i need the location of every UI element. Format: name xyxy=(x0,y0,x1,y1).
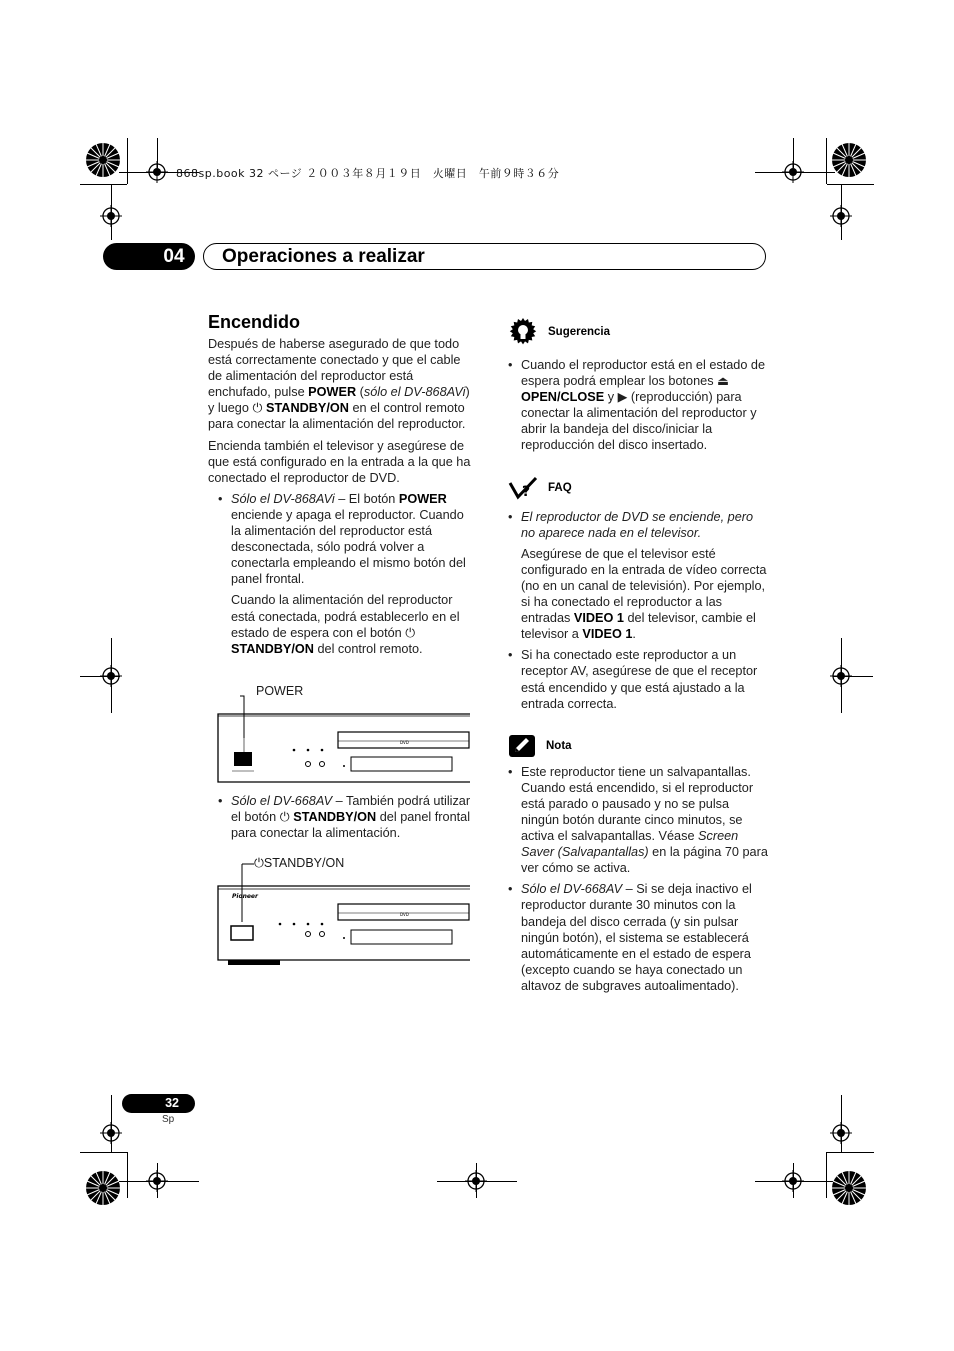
list-item: • Sólo el DV-668AV – También podrá utilizar el botón ⏻ STANDBY/ON del panel frontal para conectar la alimentación. xyxy=(208,793,476,841)
registration-mark-icon xyxy=(146,1170,168,1192)
registration-mark-icon xyxy=(100,205,122,227)
list-item: • Si ha conectado este reproductor a un receptor AV, asegúrese de que el receptor está encendido y que está ajustado a la entrada correcta. xyxy=(508,647,768,711)
chapter-title: Operaciones a realizar xyxy=(222,246,425,267)
registration-mark-icon xyxy=(830,1122,852,1144)
brand-logo-text: Pioneer xyxy=(232,893,258,900)
svg-text:?: ? xyxy=(522,483,531,500)
starburst-mark-icon xyxy=(829,140,869,180)
lightbulb-icon xyxy=(508,317,538,347)
registration-mark-icon xyxy=(100,665,122,687)
registration-mark-icon xyxy=(782,161,804,183)
registration-mark-icon xyxy=(830,665,852,687)
list-item: • Sólo el DV-868AVi – El botón POWER enciende y apaga el reproductor. Cuando la alimentación del reproductor está desconectada, sólo podrá volver a conectarla empleando el mismo botón del panel frontal. xyxy=(208,491,476,588)
tip-heading: Sugerencia xyxy=(508,317,768,347)
faq-question: • El reproductor de DVD se enciende, pero no aparece nada en el televisor. xyxy=(508,509,768,541)
power-symbol-icon: ⏻ xyxy=(254,856,264,870)
page-number: 32 xyxy=(122,1094,195,1113)
starburst-mark-icon xyxy=(83,140,123,180)
language-code: Sp xyxy=(162,1114,175,1125)
note-heading: Nota xyxy=(508,731,768,761)
starburst-mark-icon xyxy=(829,1168,869,1208)
registration-mark-icon xyxy=(146,161,168,183)
dvd-logo-text: DVD xyxy=(400,740,409,745)
pencil-note-icon xyxy=(508,734,536,758)
power-symbol-icon: ⏻ xyxy=(252,401,263,416)
figure-label-standby: ⏻STANDBY/ON xyxy=(254,856,345,870)
registration-mark-icon xyxy=(465,1170,487,1192)
faq-answer: Asegúrese de que el televisor esté configurado en la entrada de vídeo correcta (no en un canal de televisión). Por ejemplo, si ha conectado el reproductor a las entradas VIDEO 1 del televisor, cambie el televisor a VIDEO 1. xyxy=(521,546,767,642)
section-title: Encendido xyxy=(208,312,301,332)
chapter-number-badge: 04 xyxy=(103,243,195,270)
question-check-icon xyxy=(508,475,538,501)
list-item: • Sólo el DV-668AV – Si se deja inactivo el reproductor durante 30 minutos con la bandeja del disco cerrada (y sin pulsar ningún botón), el sistema se establecerá automáticamente en el estado de espera (excepto cuando se haya conectado un altavoz de subgraves autoalimentado). xyxy=(508,881,768,994)
power-symbol-icon: ⏻ xyxy=(279,810,290,825)
left-column xyxy=(208,311,476,662)
list-item: • Este reproductor tiene un salvapantallas. Cuando está encendido, si el reproductor está parado o pausado y no se pulsa ningún botón durante cinco minutos, se activa el salvapantallas. Véase Screen Saver (Salvapantallas) en la página 70 para ver cómo se activa. xyxy=(508,764,768,877)
registration-mark-icon xyxy=(100,1122,122,1144)
tv-paragraph: Encienda también el televisor y asegúrese de que está configurado en la entrada a la que ha conectado el reproductor de DVD. xyxy=(208,438,471,485)
play-icon: ▶ xyxy=(617,390,628,405)
front-panel-dv668av-figure xyxy=(216,862,472,970)
dvd-logo-text: DVD xyxy=(400,912,409,917)
intro-paragraph: Después de haberse asegurado de que todo está correctamente conectado y que el cable de alimentación del reproductor está enchufado, pulse POWER (sólo el DV-868AVi) y luego ⏻ STANDBY/ON en el control remoto para conectar la alimentación del reproductor. xyxy=(208,337,470,432)
list-item-continuation: Cuando la alimentación del reproductor está conectada, podrá establecerlo en el estado de espera con el botón ⏻ STANDBY/ON del control remoto. xyxy=(231,593,460,656)
print-info-line: 868sp.book 32 ページ ２００３年８月１９日 火曜日 午前９時３６分 xyxy=(176,167,560,180)
right-column xyxy=(508,317,768,999)
figure-label-power: POWER xyxy=(256,684,304,698)
faq-heading: ? FAQ xyxy=(508,473,768,503)
registration-mark-icon xyxy=(830,205,852,227)
left-column-2 xyxy=(208,793,476,846)
starburst-mark-icon xyxy=(83,1168,123,1208)
front-panel-dv868avi-figure xyxy=(216,690,472,786)
power-symbol-icon: ⏻ xyxy=(405,625,416,640)
eject-icon: ⏏ xyxy=(717,374,730,389)
list-item: • Cuando el reproductor está en el estado de espera podrá emplear los botones ⏏ OPEN/CLOSE y ▶ (reproducción) para conectar la alimentación del reproductor y abrir la bandeja del disco/iniciar la reproducción del disco insertado. xyxy=(508,357,768,454)
registration-mark-icon xyxy=(782,1170,804,1192)
